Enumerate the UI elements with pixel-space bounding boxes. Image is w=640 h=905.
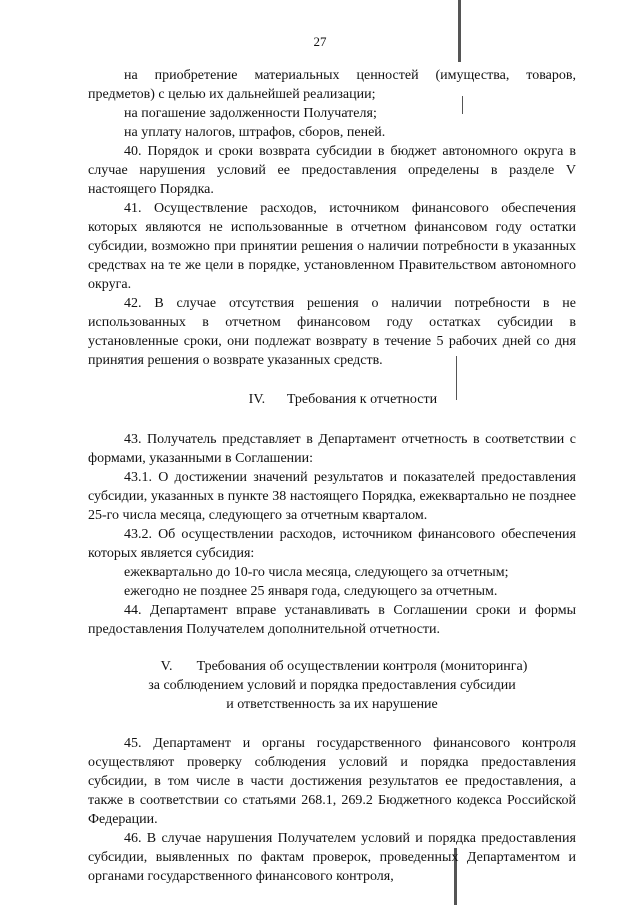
paragraph: 42. В случае отсутствия решения о наличии потребности в не использованных в отчетном финансовом году остатках субсидии в установленные сроки, они подлежат возврату в течение 5 рабочих дней со дня принятия решения о возврате указанных средств. — [88, 296, 576, 368]
paragraph: ежеквартально до 10-го числа месяца, следующего за отчетным; — [124, 565, 509, 580]
page-number: 27 — [313, 34, 327, 49]
paragraph: 43.1. О достижении значений результатов и показателей предоставления субсидии, указанных в пункте 38 настоящего Порядка, ежеквартально не позднее 25-го числа месяца, следующего за отчетным кварталом. — [88, 470, 576, 523]
paragraph: 43. Получатель представляет в Департамент отчетность в соответствии с формами, указанными в Соглашении: — [88, 432, 576, 466]
section-heading — [88, 390, 576, 409]
document-body — [88, 66, 576, 886]
paragraph: 46. В случае нарушения Получателем условий и порядка предоставления субсидии, выявленных по фактам проверок, проведенных Департаментом и органами государственного финансового контроля, — [88, 831, 576, 884]
section-number: IV. — [248, 392, 266, 407]
scan-artifact-line — [458, 0, 461, 62]
paragraph: 45. Департамент и органы государственного финансового контроля осуществляют проверку соблюдения условий и порядка предоставления субсидии, в том числе в части достижения результатов ее предоставления, а также в соответствии со статьями 268.1, 269.2 Бюджетного кодекса Российской Федерации. — [88, 736, 576, 827]
section-heading — [88, 657, 576, 676]
paragraph: на уплату налогов, штрафов, сборов, пеней. — [124, 125, 386, 140]
section-number: V. — [160, 659, 173, 674]
section-title-line: Требования об осуществлении контроля (мониторинга) — [196, 659, 528, 674]
paragraph: на погашение задолженности Получателя; — [124, 106, 377, 121]
paragraph: ежегодно не позднее 25 января года, следующего за отчетным. — [124, 584, 498, 599]
paragraph: на приобретение материальных ценностей (имущества, товаров, предметов) с целью их дальнейшей реализации; — [88, 68, 576, 102]
section-title-line: за соблюдением условий и порядка предоставления субсидии — [148, 678, 516, 693]
paragraph: 43.2. Об осуществлении расходов, источником финансового обеспечения которых является субсидия: — [88, 527, 576, 561]
paragraph: 40. Порядок и сроки возврата субсидии в бюджет автономного округа в случае нарушения условий ее предоставления определены в разделе V настоящего Порядка. — [88, 144, 576, 197]
paragraph: 41. Осуществление расходов, источником финансового обеспечения которых являются не использованные в отчетном финансовом году остатки субсидии, возможно при принятии решения о наличии потребности в указанных средствах на те же цели в порядке, установленном Правительством автономного округа. — [88, 201, 576, 292]
section-title-line: и ответственность за их нарушение — [226, 697, 438, 712]
paragraph: 44. Департамент вправе устанавливать в Соглашении сроки и формы предоставления Получателем дополнительной отчетности. — [88, 603, 576, 637]
section-title: Требования к отчетности — [286, 392, 438, 407]
